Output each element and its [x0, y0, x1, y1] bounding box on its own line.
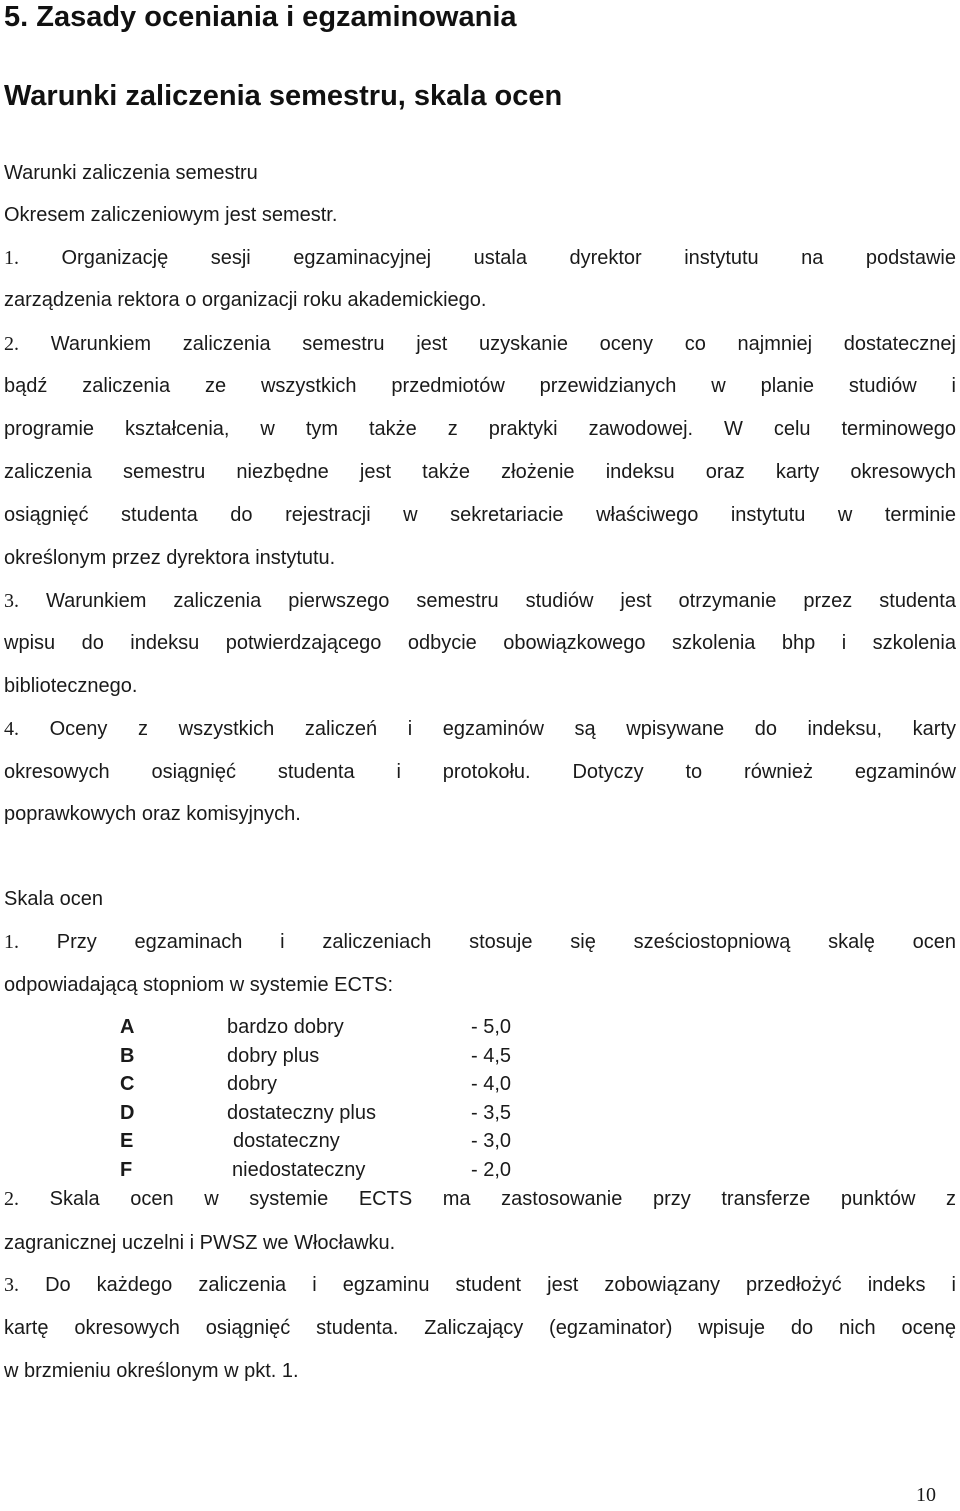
grade-letter: C	[120, 1073, 135, 1095]
p4-text-1: Oceny z wszystkich zaliczeń i egzaminów są wpisywane do indeksu, karty	[49, 718, 956, 740]
s3-line-2: kartę okresowych osiągnięć studenta. Zaliczający (egzaminator) wpisuje do nich ocenę	[4, 1317, 956, 1339]
intro-line: Okresem zaliczeniowym jest semestr.	[4, 204, 338, 226]
p1-number: 1.	[4, 247, 19, 269]
s2-text-1: Skala ocen w systemie ECTS ma zastosowanie przy transferze punktów z	[49, 1188, 956, 1210]
grade-name: dostateczny plus	[227, 1102, 376, 1124]
grade-value: - 4,5	[471, 1045, 512, 1067]
s1-line-2: odpowiadającą stopniom w systemie ECTS:	[4, 974, 394, 996]
scale-heading: Skala ocen	[4, 888, 103, 910]
p2-line-4: zaliczenia semestru niezbędne jest także złożenie indeksu oraz karty okresowych	[4, 461, 956, 483]
page-subtitle: Warunki zaliczenia semestru, skala ocen	[4, 80, 563, 112]
p2-line-2: bądź zaliczenia ze wszystkich przedmiotów przewidzianych w planie studiów i	[4, 375, 956, 397]
p2-line-3: programie kształcenia, w tym także z praktyki zawodowej. W celu terminowego	[4, 418, 956, 440]
p3-number: 3.	[4, 590, 19, 612]
grade-letter: E	[120, 1130, 134, 1152]
s3-text-1: Do każdego zaliczenia i egzaminu student jest zobowiązany przedłożyć indeks i	[45, 1274, 956, 1296]
p1-line-2: zarządzenia rektora o organizacji roku akademickiego.	[4, 289, 487, 311]
p4-line-3: poprawkowych oraz komisyjnych.	[4, 803, 301, 825]
p1-line-1	[4, 245, 956, 271]
p2-text-1: Warunkiem zaliczenia semestru jest uzyskanie oceny co najmniej dostatecznej	[50, 333, 956, 355]
grade-name: dobry plus	[227, 1045, 320, 1067]
s1-text-1: Przy egzaminach i zaliczeniach stosuje się sześciostopniową skalę ocen	[56, 931, 956, 953]
grade-name: dostateczny	[233, 1130, 340, 1152]
grade-row	[0, 1156, 960, 1184]
grade-row	[0, 1013, 960, 1041]
s3-line-1	[4, 1272, 956, 1298]
p4-line-2: okresowych osiągnięć studenta i protokołu. Dotyczy to również egzaminów	[4, 761, 956, 783]
grade-letter: D	[120, 1102, 135, 1124]
p2-line-1	[4, 331, 956, 357]
grade-row	[0, 1127, 960, 1155]
grade-row	[0, 1070, 960, 1098]
grade-letter: B	[120, 1045, 135, 1067]
p3-line-2: wpisu do indeksu potwierdzającego odbycie obowiązkowego szkolenia bhp i szkolenia	[4, 632, 956, 654]
grade-name: dobry	[227, 1073, 278, 1095]
grade-value: - 5,0	[471, 1016, 512, 1038]
p3-line-3: bibliotecznego.	[4, 675, 138, 697]
grade-value: - 4,0	[471, 1073, 512, 1095]
s3-line-3: w brzmieniu określonym w pkt. 1.	[4, 1360, 299, 1382]
grade-name: bardzo dobry	[227, 1016, 344, 1038]
s2-number: 2.	[4, 1188, 19, 1210]
p4-line-1	[4, 716, 956, 742]
p2-number: 2.	[4, 333, 19, 355]
p4-number: 4.	[4, 718, 19, 740]
s1-number: 1.	[4, 931, 19, 953]
grade-value: - 2,0	[471, 1159, 512, 1181]
p3-line-1	[4, 588, 956, 614]
page-number: 10	[916, 1484, 936, 1506]
p3-text-1: Warunkiem zaliczenia pierwszego semestru studiów jest otrzymanie przez studenta	[46, 590, 956, 612]
p2-line-5: osiągnięć studenta do rejestracji w sekretariacie właściwego instytutu w terminie	[4, 504, 956, 526]
grade-value: - 3,0	[471, 1130, 512, 1152]
s3-number: 3.	[4, 1274, 19, 1296]
grade-row	[0, 1099, 960, 1127]
grade-name: niedostateczny	[232, 1159, 366, 1181]
s2-line-1	[4, 1186, 956, 1212]
conditions-heading: Warunki zaliczenia semestru	[4, 162, 258, 184]
grade-value: - 3,5	[471, 1102, 512, 1124]
s2-line-2: zagranicznej uczelni i PWSZ we Włocławku.	[4, 1232, 396, 1254]
p1-text-1: Organizację sesji egzaminacyjnej ustala dyrektor instytutu na podstawie	[61, 247, 956, 269]
p2-line-6: określonym przez dyrektora instytutu.	[4, 547, 336, 569]
grade-letter: A	[120, 1016, 135, 1038]
section-title: 5. Zasady oceniania i egzaminowania	[4, 1, 517, 33]
s1-line-1	[4, 929, 956, 955]
grade-letter: F	[120, 1159, 133, 1181]
grade-row	[0, 1042, 960, 1070]
